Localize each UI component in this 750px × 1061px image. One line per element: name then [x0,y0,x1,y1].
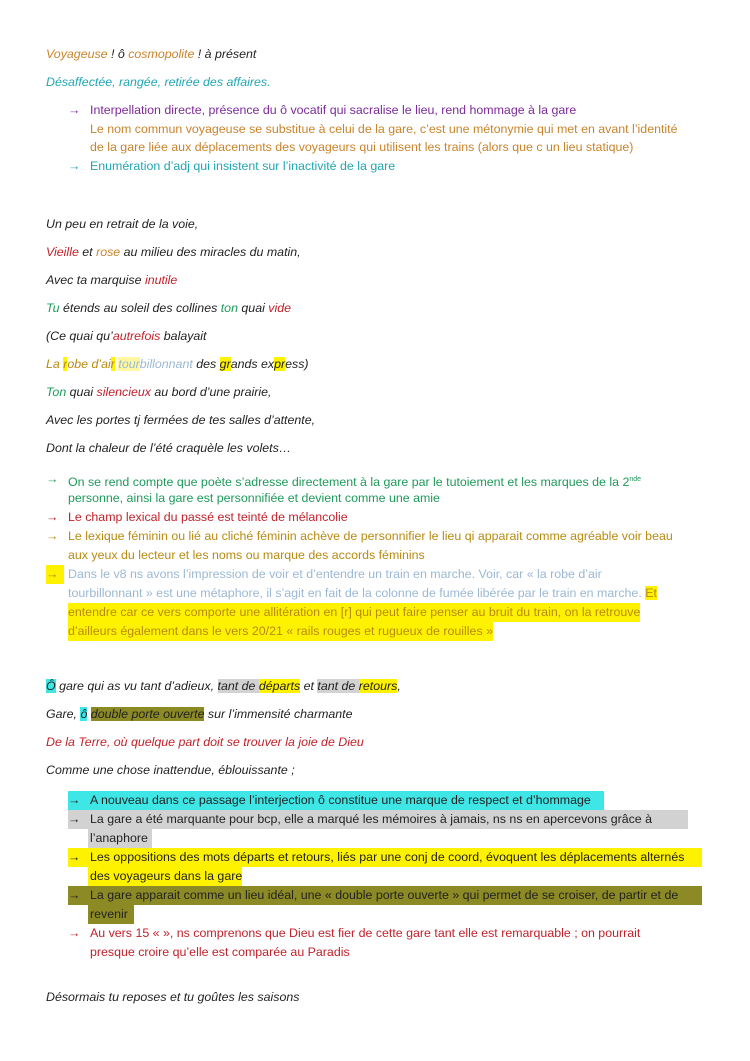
arrow-icon: → [68,812,81,826]
verse-line [46,299,291,317]
arrow-icon: → [68,926,81,940]
note-text: Le lexique féminin ou lié au cliché féminin achève de personnifier le lieu qi apparait comme agréable voir beau [68,529,673,543]
intro-text: ! à présent [194,47,257,61]
highlight-r: gr [219,357,231,371]
note-text: Le nom commun voyageuse se substitue à celui de la gare, c’est une métonymie qui met en avant l’identité [90,122,678,136]
note-text: entendre car ce vers comporte une allitération en [r] qui peut faire penser au bruit du train, on la retrouve [68,603,640,622]
verse-line [46,243,301,261]
verse-text: De la Terre, [46,735,114,749]
note-text: presque croire qu’elle est comparée au Paradis [90,945,350,959]
verse-line: Un peu en retrait de la voie, [46,217,199,231]
highlight-retours: retours [358,679,398,693]
word-ton: ton [220,301,238,315]
note-text: d’ailleurs également dans le vers 20/21 « rails rouges et rugueux de rouilles » [68,622,493,641]
word-ton: Ton [46,385,67,399]
verse-text: où quelque part doit se trouver la joie de Dieu [113,735,364,749]
highlight-departs: départs [258,679,301,693]
word-tu: Tu [46,301,60,315]
verse-line [46,327,207,345]
verse-text: au milieu des miracles du matin, [120,245,301,259]
note-text: des voyageurs dans la gare [90,869,243,883]
note-text: revenir [90,907,128,921]
verse-text: (Ce quai qu’ [46,329,113,343]
verse-text: quai [66,385,97,399]
arrow-icon: → [46,529,59,543]
note-text: tourbillonnant » est une métaphore, il s’agit en fait de la colonne de fumée libérée par le train en marche. [68,586,646,600]
arrow-icon: → [46,565,64,584]
highlight-o: Ô [46,679,56,693]
arrow-icon: → [68,159,81,173]
intro-line-2: Désaffectée, rangée, retirée des affaires. [46,75,271,89]
verse-text: sur l’immensité charmante [204,707,353,721]
verse-line [46,355,309,373]
verse-text: La [46,357,64,371]
verse-line [46,383,272,401]
highlight-r: pr [274,357,286,371]
note-text: Dans le v8 ns avons l’impression de voir et d’entendre un train en marche. Voir, car « la robe d’air [68,567,602,581]
highlight-r: r [63,357,68,371]
note-text: aux yeux du lecteur et les noms ou marque des accords féminins [68,548,425,562]
note-text: Au vers 15 « », ns comprenons que Dieu est fier de cette gare tant elle est remarquable ; on pourrait [90,926,641,940]
word-voyageuse: Voyageuse [46,47,108,61]
word-autrefois: autrefois [112,329,161,343]
highlight-double-porte: double porte ouverte [90,707,205,721]
highlight-text: Et [645,586,657,600]
verse-line [46,733,364,751]
verse-text: et [78,245,97,259]
highlight-r: r [110,357,115,371]
verse-line: Dont la chaleur de l’été craquèle les volets… [46,441,292,455]
verse-line [46,705,353,723]
arrow-icon: → [68,888,81,902]
note-text: La gare a été marquante pour bcp, elle a marqué les mémoires à jamais, ns ns en apercevons grâce à [90,812,653,826]
arrow-icon: → [68,793,81,807]
word-vieille: Vieille [46,245,79,259]
note-text: Interpellation directe, présence du ô vocatif qui sacralise le lieu, rend hommage à la gare [90,103,577,117]
highlight-anaphore: tant de [317,679,359,693]
arrow-icon: → [68,850,81,864]
verse-line: Désormais tu reposes et tu goûtes les saisons [46,990,300,1004]
highlight-anaphore: tant de [217,679,259,693]
verse-text: balayait [160,329,207,343]
verse-text: étends au soleil des collines [59,301,221,315]
note-text: A nouveau dans ce passage l’interjection ô constitue une marque de respect et d’hommage [90,793,591,807]
note-text: personne, ainsi la gare est personnifiée et devient comme une amie [68,491,440,505]
word-inutile: inutile [144,273,178,287]
verse-text: , [397,679,401,693]
word-rose: rose [96,245,121,259]
verse-text: Avec ta marquise [46,273,145,287]
verse-text: ess) [285,357,309,371]
note-text [68,584,657,603]
verse-line: Avec les portes tj fermées de tes salles d’attente, [46,413,316,427]
arrow-icon: → [46,472,59,486]
verse-text: quai [237,301,269,315]
superscript: nde [629,476,642,483]
verse-line: Comme une chose inattendue, éblouissante ; [46,763,295,777]
note-text: Les oppositions des mots départs et retours, liés par une conj de coord, évoquent les déplacements alternés [90,850,685,864]
note-text: On se rend compte que poète s’adresse directement à la gare par le tutoiement et les marques de la 2 [68,475,630,490]
verse-line [46,271,177,289]
highlight-o: ô [80,707,88,721]
verse-text: billonnant [139,357,193,371]
word-vide: vide [268,301,292,315]
note-text: l’anaphore [90,831,148,845]
highlight-r: tour [118,357,140,371]
verse-text: au bord d’une prairie, [150,385,272,399]
arrow-icon: → [46,510,59,524]
verse-text: gare qui as vu tant d’adieux, [55,679,218,693]
intro-text: ! ô [107,47,129,61]
word-cosmopolite: cosmopolite [128,47,195,61]
note-text: Le champ lexical du passé est teinté de mélancolie [68,510,348,524]
word-silencieux: silencieux [96,385,151,399]
note-text: La gare apparait comme un lieu idéal, une « double porte ouverte » qui permet de se croiser, de partir et de [90,888,679,902]
verse-line [46,677,401,695]
arrow-icon: → [68,103,81,117]
verse-text: et [300,679,318,693]
verse-text: obe d’ai [67,357,111,371]
intro-line-1 [46,45,256,63]
verse-text: Gare, [46,707,81,721]
note-text: Enumération d’adj qui insistent sur l’inactivité de la gare [90,159,396,173]
note-text: de la gare liée aux déplacements des voyageurs qui utilisent les trains (alors que c un lieu statique) [90,140,634,154]
verse-text: des [192,357,220,371]
verse-text: ands ex [230,357,275,371]
